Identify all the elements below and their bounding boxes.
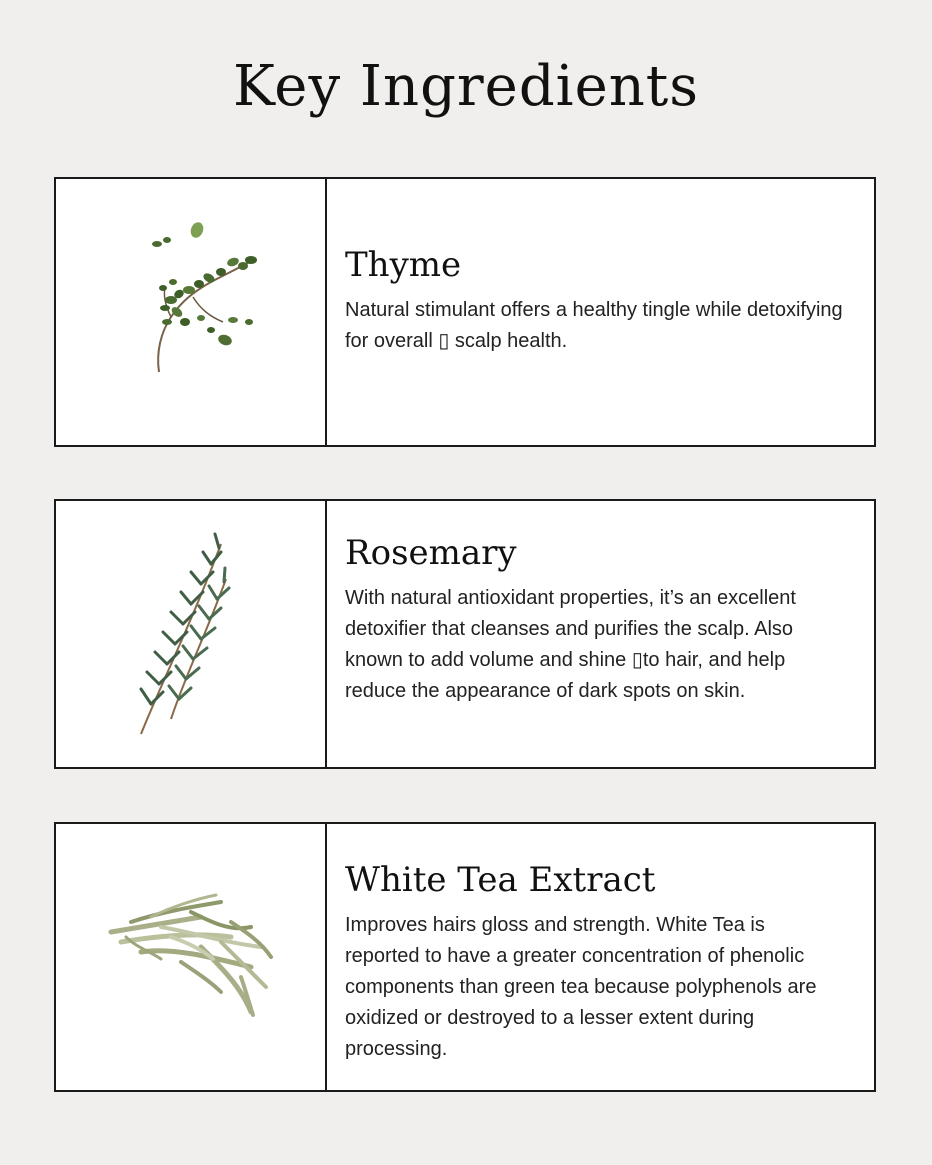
ingredient-text bbox=[327, 179, 874, 445]
thyme-sprig-image bbox=[101, 222, 281, 402]
ingredient-name: Thyme bbox=[345, 245, 462, 285]
white-tea-leaves-image bbox=[101, 887, 281, 1027]
ingredient-card-rosemary bbox=[54, 499, 876, 769]
ingredient-image-panel bbox=[56, 824, 327, 1090]
ingredient-name: White Tea Extract bbox=[345, 860, 656, 900]
ingredient-text bbox=[327, 824, 874, 1090]
ingredient-image-panel bbox=[56, 179, 327, 445]
page-title: Key Ingredients bbox=[232, 54, 700, 119]
ingredient-text bbox=[327, 501, 874, 767]
ingredient-card-white-tea bbox=[54, 822, 876, 1092]
ingredient-description: Natural stimulant offers a healthy tingle while detoxifying for overall ▯ scalp health. bbox=[345, 299, 843, 352]
rosemary-sprig-image bbox=[121, 524, 261, 744]
ingredient-card-thyme bbox=[54, 177, 876, 447]
ingredient-description: With natural antioxidant properties, it’s an excellent detoxifier that cleanses and purifies the scalp. Also known to add volume and shine ▯to hair, and help reduce the appearance of dark spots on skin. bbox=[345, 587, 796, 702]
ingredient-description: Improves hairs gloss and strength. White Tea is reported to have a greater concentration of phenolic components than green tea because polyphenols are oxidized or destroyed to a lesser extent during processing. bbox=[345, 914, 817, 1060]
ingredient-image-panel bbox=[56, 501, 327, 767]
ingredient-name: Rosemary bbox=[345, 533, 517, 573]
